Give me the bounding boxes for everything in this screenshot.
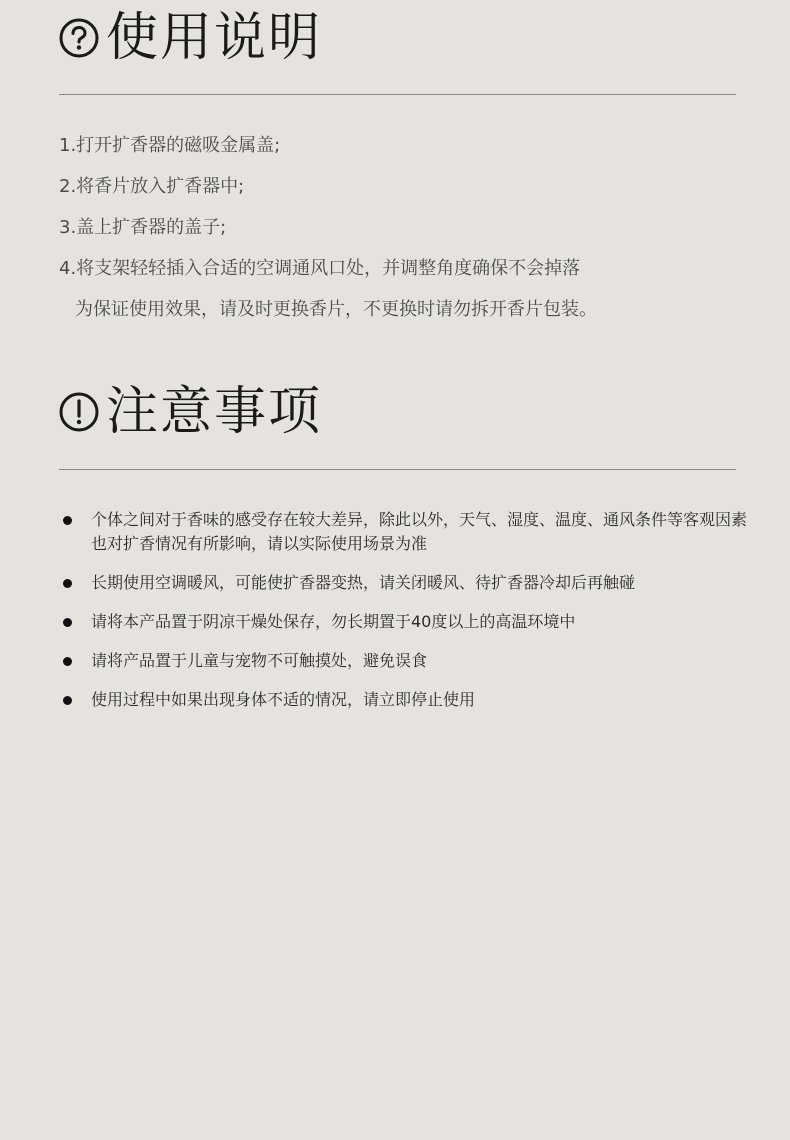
bullet-icon <box>63 579 72 588</box>
bullet-icon <box>63 696 72 705</box>
cautions-list <box>59 508 759 727</box>
usage-note: 为保证使用效果，请及时更换香片，不更换时请勿拆开香片包装。 <box>75 299 597 320</box>
usage-step: 4.将支架轻轻插入合适的空调通风口处，并调整角度确保不会掉落 <box>59 258 581 279</box>
usage-step: 2.将香片放入扩香器中; <box>59 176 245 197</box>
bullet-icon <box>63 657 72 666</box>
question-circle-icon <box>58 17 100 59</box>
caution-item <box>59 649 759 673</box>
caution-item <box>59 610 759 634</box>
caution-text: 请将本产品置于阴凉干燥处保存，勿长期置于40度以上的高温环境中 <box>91 612 576 631</box>
caution-text: 使用过程中如果出现身体不适的情况，请立即停止使用 <box>91 690 476 709</box>
caution-text: 长期使用空调暖风，可能使扩香器变热，请关闭暖风、待扩香器冷却后再触碰 <box>91 573 636 592</box>
cautions-title: 注意事项 <box>106 382 323 442</box>
caution-text: 请将产品置于儿童与宠物不可触摸处，避免误食 <box>91 651 428 670</box>
caution-item <box>59 508 759 556</box>
cautions-header <box>58 382 323 442</box>
bullet-icon <box>63 618 72 627</box>
usage-step: 3.盖上扩香器的盖子; <box>59 217 227 238</box>
usage-divider <box>59 94 736 95</box>
usage-steps <box>59 134 597 339</box>
exclamation-circle-icon <box>58 391 100 433</box>
usage-step: 1.打开扩香器的磁吸金属盖; <box>59 135 281 156</box>
usage-title: 使用说明 <box>106 8 323 68</box>
usage-header <box>58 8 323 68</box>
bullet-icon <box>63 516 72 525</box>
caution-item <box>59 688 759 712</box>
caution-item <box>59 571 759 595</box>
cautions-divider <box>59 469 736 470</box>
caution-text: 个体之间对于香味的感受存在较大差异，除此以外，天气、湿度、温度、通风条件等客观因素也对扩香情况有所影响，请以实际使用场景为准 <box>91 510 748 553</box>
